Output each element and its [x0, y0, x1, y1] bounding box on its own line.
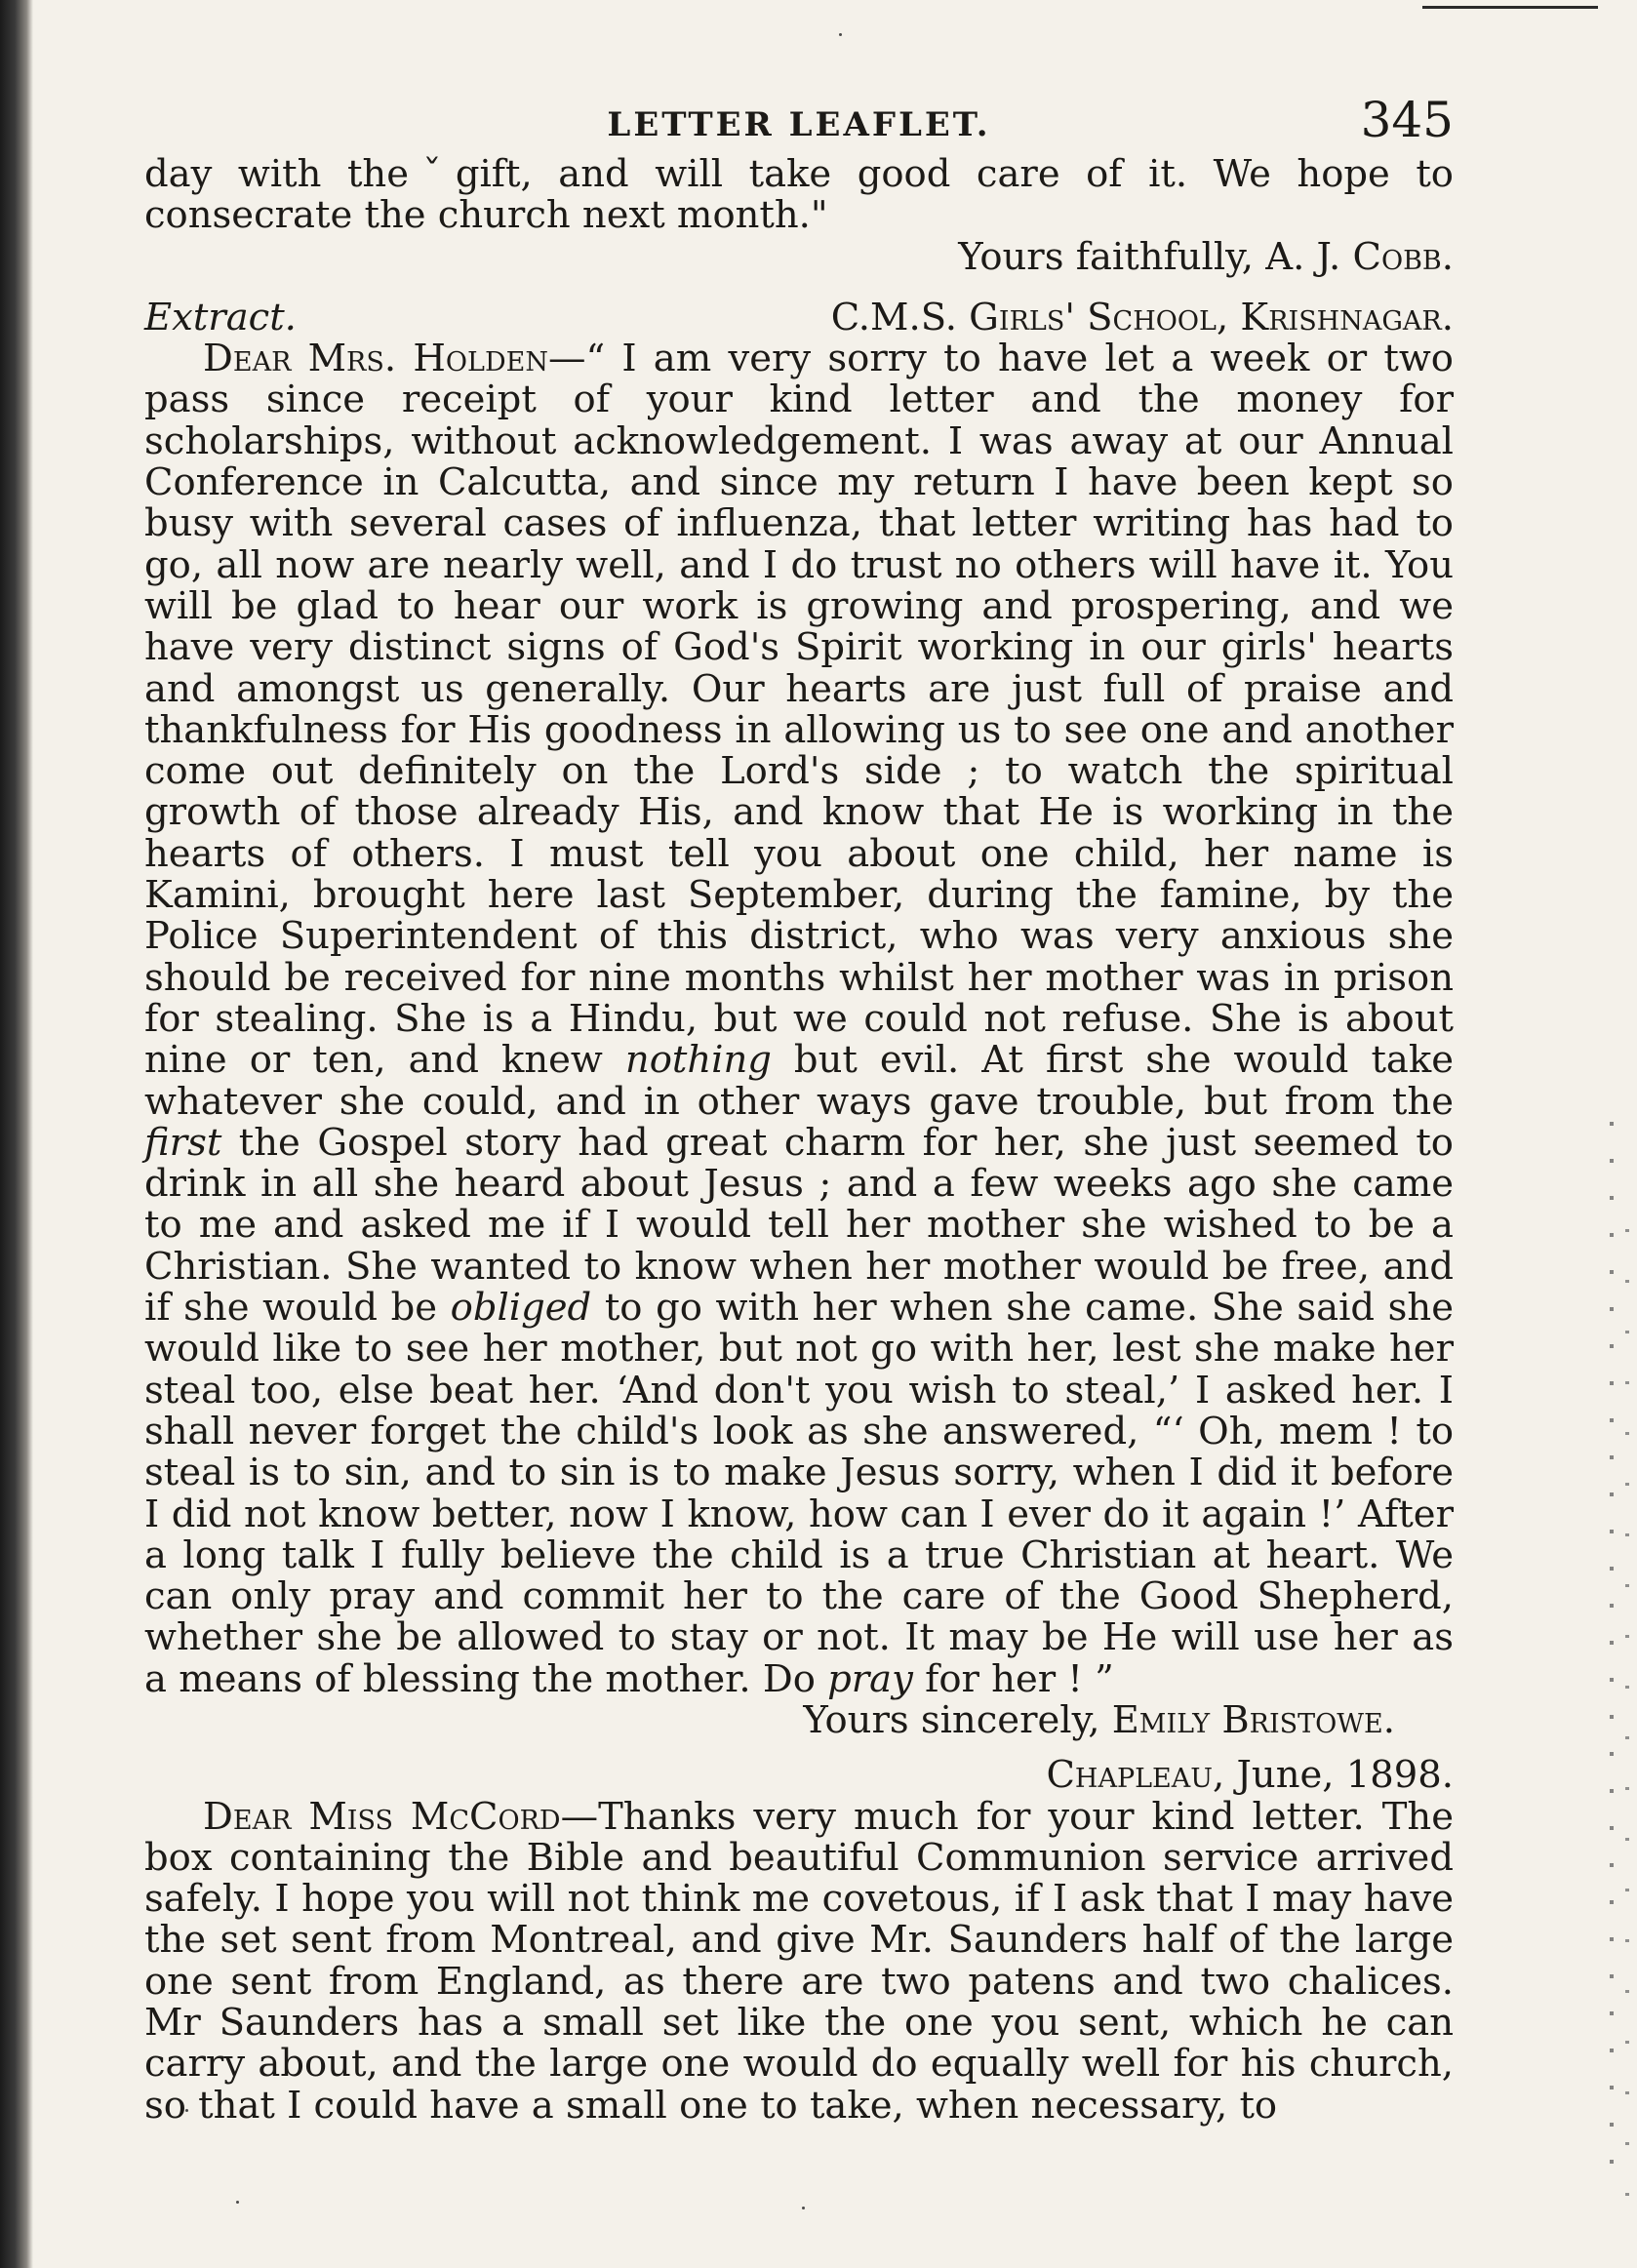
chapleau-body-text: —Thanks very much for your kind letter. The box containing the Bible and beautiful Communion service arrived safely. I hope you will not think me covetous, if I ask that I may have the set sent from Montreal, and give Mr. Saunders half of the large one sent from England, as there are two patens and two chalices. Mr Saunders has a small set like the one you sent, which he can carry about, and the large one would do equally well for his church, so that I could have a small one to take, when necessary, to [144, 1794, 1454, 2128]
running-head [144, 86, 1454, 154]
chapleau-salutation: Dear Miss McCord [203, 1794, 561, 1839]
chapleau-place-date [144, 1755, 1454, 1796]
bristowe-body-part: for her ! ” [912, 1656, 1114, 1701]
cobb-letter-closing [144, 234, 1454, 279]
bristowe-signature: Emily Bristowe. [1111, 1697, 1395, 1742]
bristowe-closing [144, 1697, 1454, 1742]
printed-page [144, 86, 1454, 2127]
bristowe-emphasis-pray: pray [827, 1656, 913, 1701]
scan-speck [802, 2207, 805, 2209]
chapleau-letter-body [144, 1794, 1454, 2128]
running-title: LETTER LEAFLET. [607, 105, 991, 144]
bristowe-letter-body [144, 338, 1454, 1700]
scan-edge-marks [1625, 1229, 1629, 2205]
page-number: 345 [1360, 92, 1454, 148]
scan-edge-marks [1610, 1122, 1614, 2195]
bristowe-body-part: to go with her when she came. She said she would like to see her mother, but not go with her, lest she make her steal too, else beat her. ‘And don't you wish to steal,’ I asked her. I shall never forget the child's look as she answered, “‘ Oh, mem ! to steal is to sin, and to sin is to make Jesus sorry, when I did it before I did not know better, now I know, how can I ever do it again !’ After a long talk I fully believe the child is a true Christian at heart. We can only pray and commit her to the care of the Good Shepherd, whether she be allowed to stay or not. It may be He will use her as a means of blessing the mother. Do [144, 1286, 1454, 1701]
scan-top-rule [1422, 6, 1598, 9]
bristowe-emphasis-first: first [144, 1120, 222, 1165]
binding-edge [0, 0, 33, 2268]
bristowe-body-part: the Gospel story had great charm for her, she just seemed to drink in all she heard about Jesus ; and a few weeks ago she came to me and asked me if I would tell her mother she wished to be a Christian. She wanted to know when her mother would be free, and if she would be [144, 1120, 1454, 1331]
bristowe-body-part: but evil. At first she would take whatever she could, and in other ways gave trouble, but from the [144, 1038, 1454, 1124]
school-place: C.M.S. Girls' School, Krishnagar. [830, 295, 1454, 339]
scan-speck [236, 2201, 239, 2204]
bristowe-emphasis-obliged: obliged [450, 1286, 592, 1331]
scan-speck [839, 33, 842, 36]
bristowe-closing-text: Yours sincerely, [803, 1697, 1112, 1742]
bristowe-body-part: —“ I am very sorry to have let a week or two pass since receipt of your kind letter and the money for scholarships, without acknowledgement. I was away at our Annual Conference in Calcutta, and since my return I have been kept so busy with several cases of influenza, that letter writing has had to go, all now are nearly well, and I do trust no others will have it. You will be glad to hear our work is growing and prospering, and we have very distinct signs of God's Spirit working in our girls' hearts and amongst us generally. Our hearts are just full of praise and thankfulness for His goodness in allowing us to see one and another come out definitely on the Lord's side ; to watch the spiritual growth of those already His, and know that He is working in the hearts of others. I must tell you about one child, her name is Kamini, brought here last September, during the famine, by the Police Superintendent of this district, who was very anxious she should be received for nine months whilst her mother was in prison for stealing. She is a Hindu, but we could not refuse. She is about nine or ten, and knew [144, 337, 1454, 1083]
cobb-closing-text: Yours faithfully, A. J. [958, 234, 1353, 279]
bristowe-emphasis-nothing: nothing [624, 1038, 772, 1083]
chapleau-place: Chapleau, [1046, 1753, 1225, 1798]
chapleau-date: June, 1898. [1224, 1753, 1454, 1798]
cobb-letter-text: day with theˇgift, and will take good care of it. We hope to consecrate the church next month." [144, 152, 1454, 238]
bristowe-letter-heading [144, 295, 1454, 339]
cobb-signature: Cobb. [1352, 234, 1454, 279]
cobb-letter-continuation [144, 154, 1454, 237]
bristowe-salutation: Dear Mrs. Holden [203, 337, 548, 381]
extract-label: Extract. [144, 295, 297, 339]
